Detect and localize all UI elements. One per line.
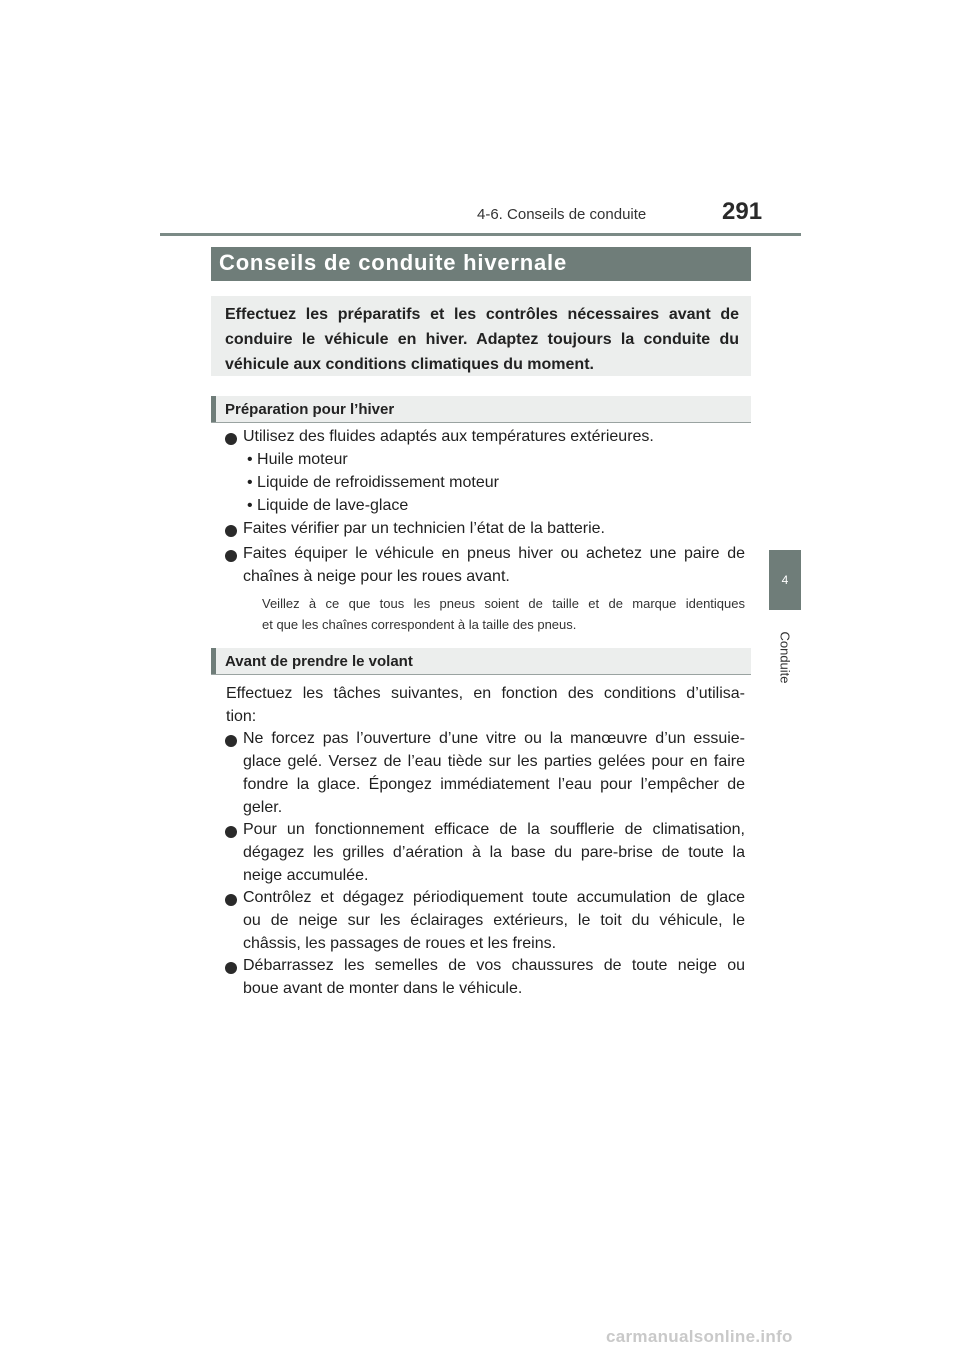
bullet-icon [225, 525, 237, 537]
section-heading-marker [211, 648, 216, 674]
note-line: Veillez à ce que tous les pneus soient de taille et de marque identiques [262, 596, 745, 611]
intro-text: Effectuez les préparatifs et les contrôles nécessaires avant de conduire le véhicule en hiver. Adaptez toujours la conduite du véhicule aux conditions climatiques du moment. [225, 306, 739, 373]
list-item: Utilisez des fluides adaptés aux températures extérieures. [243, 428, 654, 445]
page-title-bar [211, 247, 751, 281]
chapter-tab [769, 550, 801, 610]
list-item-line: Faites équiper le véhicule en pneus hiver ou achetez une paire de [243, 545, 745, 562]
bullet-icon [225, 962, 237, 974]
intro-box [211, 296, 751, 376]
bullet-icon [225, 735, 237, 747]
sub-list-item: • Liquide de lave-glace [247, 497, 409, 514]
paragraph-line: tion: [226, 708, 257, 725]
list-item-line: dégagez les grilles d’aération à la base du pare-brise de toute la [243, 844, 745, 861]
note-line: et que les chaînes correspondent à la taille des pneus. [262, 617, 577, 632]
watermark-text: carmanualsonline.info [606, 1327, 793, 1346]
list-item-line: Contrôlez et dégagez périodiquement toute accumulation de glace [243, 889, 745, 906]
list-item-line: Débarrassez les semelles de vos chaussures de toute neige ou [243, 957, 745, 974]
list-item-line: châssis, les passages de roues et les freins. [243, 935, 557, 952]
section-heading-marker [211, 396, 216, 422]
page-number: 291 [722, 198, 763, 225]
list-item-line: glace gelé. Versez de l’eau tiède sur les parties gelées pour en faire [243, 753, 745, 770]
list-item-line: ou de neige sur les éclairages extérieurs, le toit du véhicule, le [243, 912, 745, 929]
page-title: Conseils de conduite hivernale [219, 250, 567, 275]
bullet-icon [225, 826, 237, 838]
paragraph-line: Effectuez les tâches suivantes, en fonction des conditions d’utilisa- [226, 685, 745, 702]
section-heading-text: Préparation pour l’hiver [225, 401, 395, 418]
section-heading-winter-prep [211, 396, 751, 423]
bullet-icon [225, 433, 237, 445]
bullet-icon [225, 550, 237, 562]
list-item-line: boue avant de monter dans le véhicule. [243, 980, 523, 997]
header-section-title: 4-6. Conseils de conduite [477, 206, 647, 223]
list-item-line: geler. [243, 799, 283, 816]
list-item: Faites vérifier par un technicien l’état de la batterie. [243, 520, 605, 537]
chapter-label: Conduite [777, 631, 793, 684]
section-heading-before-driving [211, 648, 751, 675]
sub-list-item: • Liquide de refroidissement moteur [247, 474, 499, 491]
header-divider [160, 233, 801, 236]
section-heading-text: Avant de prendre le volant [225, 653, 413, 670]
list-item-line: fondre la glace. Épongez immédiatement l’eau pour l’empêcher de [243, 776, 745, 793]
sub-list-item: • Huile moteur [247, 451, 348, 468]
chapter-number: 4 [781, 573, 789, 587]
list-item-line: chaînes à neige pour les roues avant. [243, 568, 510, 585]
list-item-line: neige accumulée. [243, 867, 369, 884]
list-item-line: Pour un fonctionnement efficace de la soufflerie de climatisation, [243, 821, 745, 838]
bullet-icon [225, 894, 237, 906]
list-item-line: Ne forcez pas l’ouverture d’une vitre ou la manœuvre d’un essuie- [243, 730, 745, 747]
